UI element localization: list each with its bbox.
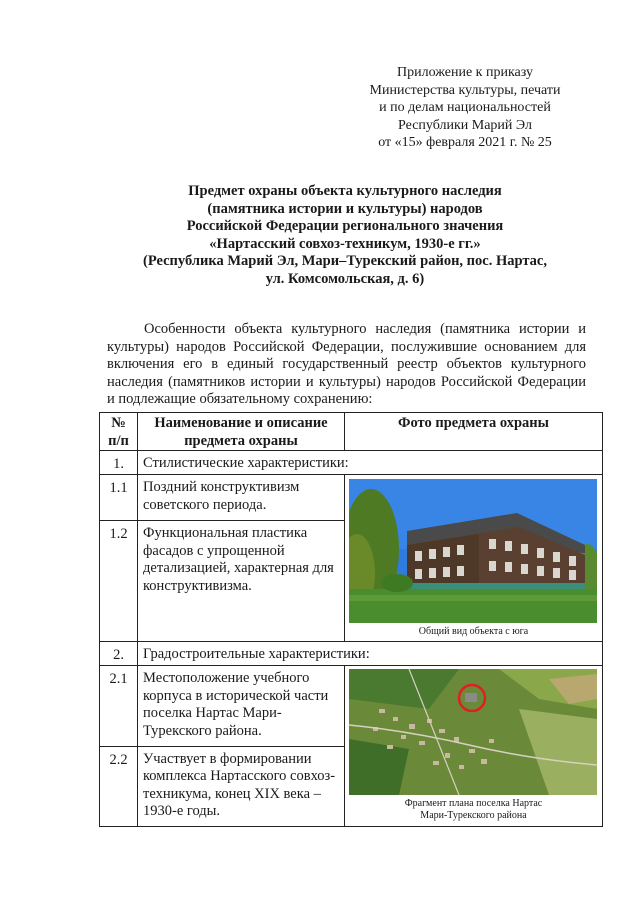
section-title: Стилистические характеристики: [138, 451, 603, 475]
map-caption-line: Мари-Турекского района [420, 809, 527, 821]
title-line: Предмет охраны объекта культурного наследия [188, 183, 502, 199]
annex-line: Республики Марий Эл [398, 117, 532, 133]
building-photo [349, 479, 597, 623]
row-text: Участвует в формировании комплекса Нартасского совхоз-техникума, конец XIX века – 1930-е годы. [138, 746, 345, 827]
map-caption [345, 798, 602, 821]
title-line: (памятника истории и культуры) народов [207, 200, 483, 217]
annex-line: и по делам национальностей [379, 100, 551, 115]
table-row [100, 475, 603, 521]
annex-line: Приложение к приказу [397, 65, 533, 80]
row-num: 2.1 [100, 666, 138, 747]
annex-line: от «15» февраля 2021 г. № 25 [378, 135, 552, 150]
section-num: 2. [100, 642, 138, 666]
settlement-map-image [349, 669, 597, 795]
intro-paragraph [107, 321, 586, 409]
annex-line: Министерства культуры, печати [369, 82, 561, 98]
header-num: № п/п [100, 413, 138, 451]
intro-text: Особенности объекта культурного наследия (памятника истории и культуры) народов Российской Федерации, послужившие основанием для включения его в единый государственный реестр объектов культурного наследия (памятников истории и культуры) народов Российской Федерации и подлежащие обязательному сохранению: [107, 321, 586, 407]
row-num: 2.2 [100, 746, 138, 827]
annex-block [350, 64, 580, 152]
row-num: 1.2 [100, 521, 138, 642]
title-line: ул. Комсомольская, д. 6) [265, 270, 425, 287]
header-name: Наименование и описание предмета охраны [138, 413, 345, 451]
title-line: Российской Федерации регионального значения [186, 218, 504, 235]
row-text: Поздний конструктивизм советского периода. [138, 475, 345, 521]
map-photo-box [345, 666, 602, 826]
photo-caption: Общий вид объекта с юга [418, 626, 529, 637]
section-row [100, 642, 603, 666]
row-num: 1.1 [100, 475, 138, 521]
section-row [100, 451, 603, 475]
row-text: Местоположение учебного корпуса в исторической части поселка Нартас Мари-Турекского района. [138, 666, 345, 747]
section-num: 1. [100, 451, 138, 475]
document-title [100, 183, 590, 289]
building-photo-box [345, 475, 602, 641]
photo-cell [345, 475, 603, 642]
protection-table [99, 412, 603, 827]
title-line: «Нартасский совхоз-техникум, 1930-е гг.» [209, 235, 481, 252]
map-cell [345, 666, 603, 827]
row-text: Функциональная пластика фасадов с упрощенной детализацией, характерная для конструктивизма. [138, 521, 345, 642]
map-caption-line: Фрагмент плана поселка Нартас [404, 798, 543, 809]
header-photo: Фото предмета охраны [345, 413, 603, 451]
table-header-row [100, 413, 603, 451]
table-row [100, 666, 603, 747]
section-title: Градостроительные характеристики: [138, 642, 603, 666]
title-line: (Республика Марий Эл, Мари–Турекский район, пос. Нартас, [143, 253, 547, 270]
